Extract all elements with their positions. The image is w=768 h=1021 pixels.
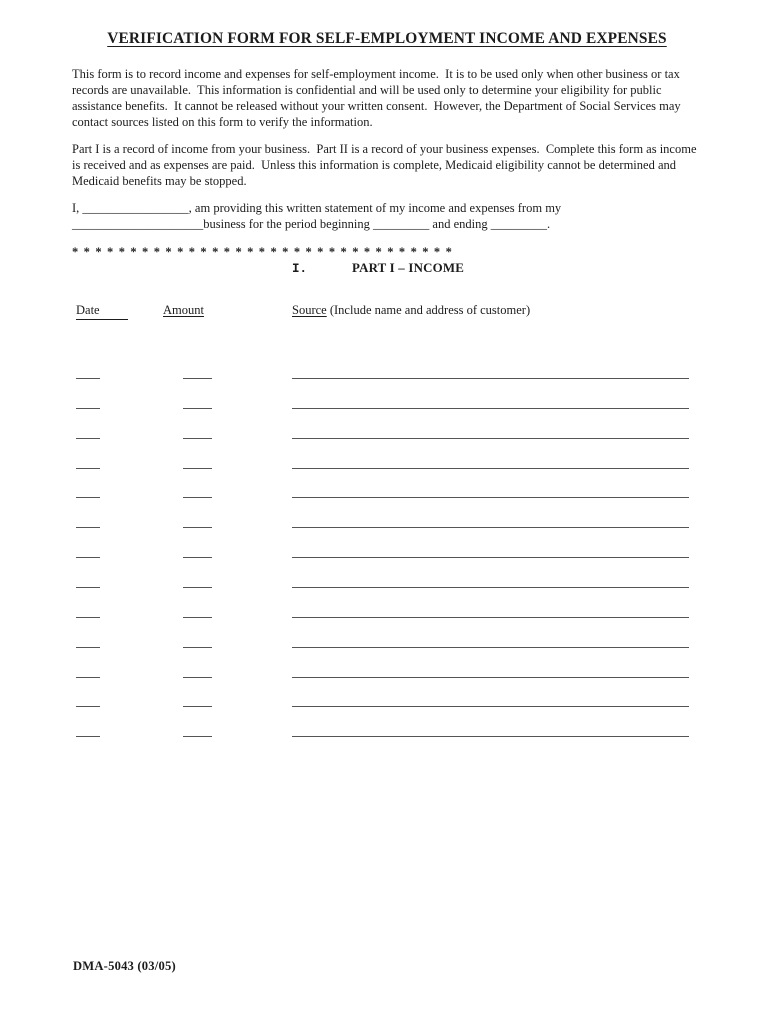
income-row-date-blank[interactable] — [76, 408, 100, 409]
instructions-paragraph: Part I is a record of income from your business. Part II is a record of your business expenses. Complete this form as income is received and as expenses are paid. Unless this information is complete, Medicaid eligibility cannot be determined and Medicaid benefits may be stopped. — [72, 142, 700, 188]
income-row-source-blank[interactable] — [292, 438, 689, 439]
income-row-amount-blank[interactable] — [183, 617, 212, 618]
column-header-amount: Amount — [163, 303, 204, 317]
income-row-source-blank[interactable] — [292, 378, 689, 379]
income-row-date-blank[interactable] — [76, 468, 100, 469]
income-row-date-blank[interactable] — [76, 736, 100, 737]
income-row-date-blank[interactable] — [76, 647, 100, 648]
name-blank[interactable]: _________________ — [82, 201, 189, 215]
income-row-amount-blank[interactable] — [183, 736, 212, 737]
income-row-amount-blank[interactable] — [183, 557, 212, 558]
income-row-source-blank[interactable] — [292, 408, 689, 409]
column-header-date: Date — [76, 303, 128, 320]
income-row-source-blank[interactable] — [292, 677, 689, 678]
statement-line1-suffix: , am providing this written statement of my income and expenses from my — [188, 201, 562, 215]
income-row-amount-blank[interactable] — [183, 468, 212, 469]
intro-paragraph: This form is to record income and expenses for self-employment income. It is to be used only when other business or tax records are unavailable. This information is confidential and will be used only to determine your eligibility for public assistance benefits. It cannot be released without your written consent. However, the Department of Social Services may contact sources listed on this form to verify the information. — [72, 67, 684, 129]
income-row-source-blank[interactable] — [292, 617, 689, 618]
income-row-source-blank[interactable] — [292, 587, 689, 588]
income-row-source-blank[interactable] — [292, 527, 689, 528]
income-row-date-blank[interactable] — [76, 677, 100, 678]
income-row-source-blank[interactable] — [292, 706, 689, 707]
business-name-blank[interactable]: _____________________ — [72, 217, 204, 231]
income-row-source-blank[interactable] — [292, 736, 689, 737]
income-row-source-blank[interactable] — [292, 557, 689, 558]
income-row-source-blank[interactable] — [292, 647, 689, 648]
part1-label: PART I – INCOME — [352, 261, 465, 275]
column-header-source-note: (Include name and address of customer) — [326, 303, 531, 317]
income-row-amount-blank[interactable] — [183, 527, 212, 528]
form-number: DMA-5043 (03/05) — [73, 959, 176, 973]
statement-line1-prefix: I, — [72, 201, 83, 215]
income-row-amount-blank[interactable] — [183, 408, 212, 409]
income-row-date-blank[interactable] — [76, 617, 100, 618]
income-row-amount-blank[interactable] — [183, 438, 212, 439]
column-header-source-word: Source — [292, 303, 327, 317]
period-ending-blank[interactable]: _________ — [490, 217, 547, 231]
income-row-source-blank[interactable] — [292, 497, 689, 498]
income-row-date-blank[interactable] — [76, 527, 100, 528]
income-row-source-blank[interactable] — [292, 468, 689, 469]
income-row-date-blank[interactable] — [76, 587, 100, 588]
income-row-amount-blank[interactable] — [183, 647, 212, 648]
statement-line2-period: . — [546, 217, 551, 231]
income-row-amount-blank[interactable] — [183, 378, 212, 379]
income-row-date-blank[interactable] — [76, 706, 100, 707]
statement-line2-text1: business for the period beginning — [203, 217, 374, 231]
income-row-date-blank[interactable] — [76, 378, 100, 379]
income-row-amount-blank[interactable] — [183, 706, 212, 707]
income-row-date-blank[interactable] — [76, 497, 100, 498]
income-row-amount-blank[interactable] — [183, 587, 212, 588]
period-beginning-blank[interactable]: _________ — [373, 217, 430, 231]
income-row-amount-blank[interactable] — [183, 677, 212, 678]
form-title: VERIFICATION FORM FOR SELF-EMPLOYMENT INCOME AND EXPENSES — [107, 30, 667, 47]
section-divider-asterisks: * * * * * * * * * * * * * * * * * * * * * * * * * * * * * * * * * — [72, 245, 453, 259]
statement-line2-text2: and ending — [429, 217, 491, 231]
income-row-date-blank[interactable] — [76, 438, 100, 439]
income-row-date-blank[interactable] — [76, 557, 100, 558]
part1-numeral: I. — [292, 262, 308, 276]
income-row-amount-blank[interactable] — [183, 497, 212, 498]
